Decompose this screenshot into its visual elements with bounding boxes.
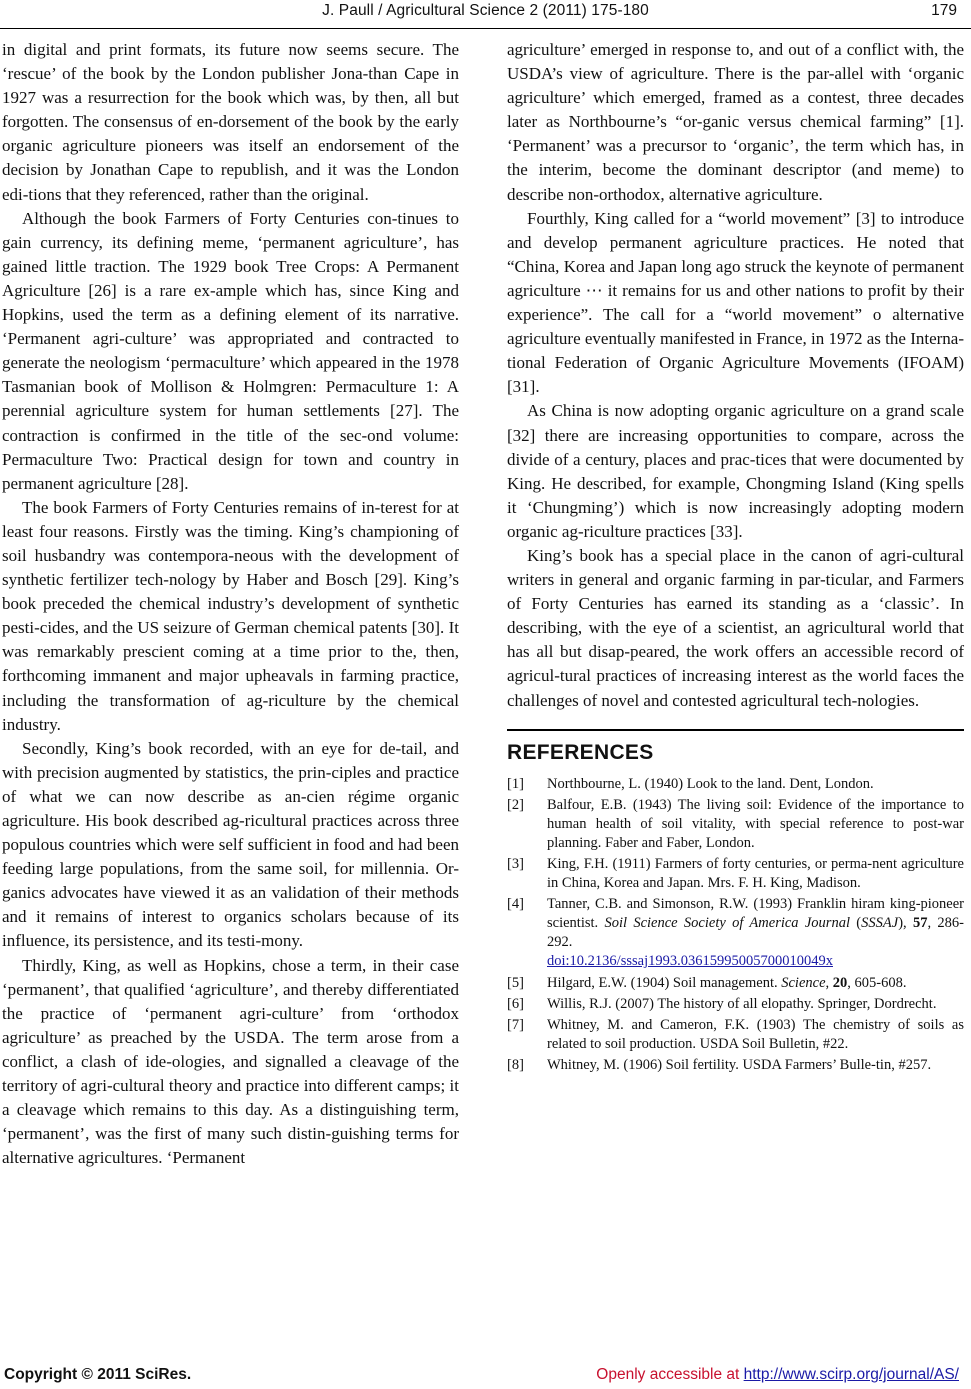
journal-name: Science — [781, 974, 826, 991]
reference-item — [507, 775, 964, 794]
reference-item — [507, 1016, 964, 1054]
reference-body: Northbourne, L. (1940) Look to the land. Dent, London. — [547, 775, 874, 792]
reference-body: Balfour, E.B. (1943) The living soil: Evidence of the importance to human health of soil vitality, with special reference to post-war planning. Faber and Faber, London. — [547, 796, 964, 851]
reference-pages: , 286-292. — [547, 915, 964, 951]
running-header — [0, 2, 971, 26]
reference-number: [8] — [507, 1056, 524, 1073]
reference-number: [6] — [507, 995, 524, 1012]
reference-body: Whitney, M. and Cameron, F.K. (1903) The chemistry of soils as related to soil production. USDA Soil Bulletin, #22. — [547, 1016, 964, 1052]
reference-text — [547, 796, 964, 853]
reference-number: [3] — [507, 856, 524, 872]
paragraph: Fourthly, King called for a “world movement” [3] to introduce and develop permanent agriculture practices. He noted that “China, Korea and Japan long ago struck the keynote of permanent agriculture ⋯ it remains for us and other nations to profit by their experience”. The call for a “world movement” o alternative agriculture eventually manifested in France, in 1972 as the Interna-tional Federation of Organic Agriculture Movements (IFOAM) [31]. — [507, 208, 964, 397]
reference-item — [507, 1056, 964, 1075]
right-column — [507, 38, 964, 1077]
reference-number: [1] — [507, 775, 524, 792]
paragraph: Although the book Farmers of Forty Centuries con-tinues to gain currency, its defining meme, ‘permanent agriculture’, has gained little traction. The 1929 book Tree Crops: A Permanent Agriculture [26] is a rare ex-ample which has, since King and Hopkins, used the term as a defining element of its narrative. ‘Permanent agri-culture’ was appropriated and contracted to generate the neologism ‘permaculture’ which appeared in the 1978 Tasmanian book of Mollison & Holmgren: Permaculture 1: A perennial agriculture system for human settlements [27]. The contraction is confirmed in the title of the sec-ond volume: Permaculture Two: Practical design for town and country in permanent agriculture [28]. — [2, 208, 459, 493]
reference-punct: ), — [898, 915, 913, 932]
page-number: 179 — [931, 2, 957, 19]
reference-number: [7] — [507, 1016, 524, 1033]
reference-item — [507, 995, 964, 1014]
reference-text — [547, 1016, 964, 1054]
reference-body: Tanner, C.B. and Simonson, R.W. (1993) Franklin hiram king-pioneer scientist. — [547, 896, 964, 932]
journal-name: Soil Science Society of America Journal — [604, 915, 850, 932]
header-rule — [0, 28, 971, 29]
references-rule — [507, 729, 964, 731]
reference-item — [507, 895, 964, 971]
reference-text — [547, 775, 964, 794]
paragraph: The book Farmers of Forty Centuries remains of in-terest for at least four reasons. Firstly was the timing. King’s championing of soil husbandry was contempora-neous with the development of synthetic fertilizer tech-nology by Haber and Bosch [29]. King’s book preceded the chemical industry’s development of synthetic pesti-cides, and the US seizure of German chemical patents [30]. It was remarkably prescient coming at a time prior to the, then, forthcoming immanent and major upheavals in farming practice, including the transformation of ag-riculture by the chemical industry. — [2, 497, 459, 734]
reference-punct: ( — [849, 915, 862, 932]
open-access-notice — [596, 1366, 959, 1384]
paragraph: in digital and print formats, its future now seems secure. The ‘rescue’ of the book by the London publisher Jona-than Cape in 1927 was a resurrection for the book which was, by then, all but forgotten. The consensus of en-dorsement of the book by the early organic agriculture pioneers was itself an endorsement of the decision by Jonathan Cape to republish, and it was the London edi-tions that they referenced, rather than the original. — [2, 40, 459, 204]
reference-text — [547, 1056, 964, 1075]
reference-number: [5] — [507, 974, 524, 991]
reference-text — [547, 995, 964, 1014]
volume-number: 20 — [832, 974, 848, 991]
running-title: J. Paull / Agricultural Science 2 (2011) 175-180 — [322, 2, 649, 19]
reference-body: Whitney, M. (1906) Soil fertility. USDA Farmers’ Bulle-tin, #257. — [547, 1056, 932, 1073]
page-footer — [0, 1366, 971, 1388]
reference-body: Willis, R.J. (2007) The history of all elopathy. Springer, Dordrecht. — [547, 995, 937, 1012]
paragraph: Thirdly, King, as well as Hopkins, chose a term, in their case ‘permanent’, that qualified ‘agriculture’, and thereby differentiated the practice of ‘permanent agri-culture’ from ‘orthodox agriculture’ as preached by the USDA. The term arose from a conflict, a clash of ide-ologies, and signalled a cleavage of the territory of agri-cultural theory and practice into different camps; it a cleavage which remains to this day. As a distinguishing term, ‘permanent’, was the first of many such distin-guishing terms for alternative agricultures. ‘Permanent — [2, 955, 459, 1168]
reference-body: Hilgard, E.W. (1904) Soil management. — [547, 974, 782, 991]
references-heading: REFERENCES — [507, 740, 654, 764]
left-column — [2, 38, 459, 1170]
open-access-label: Openly accessible at — [596, 1366, 744, 1383]
reference-punct: , — [825, 974, 833, 991]
paragraph: Secondly, King’s book recorded, with an eye for de-tail, and with precision augmented by statistics, the prin-ciples and practice of what we can now describe as an-cien régime organic agriculture. His book described ag-ricultural practices across three populous countries which were self sufficient in food and had been feeding large populations, from the same soil, for millennia. Or-ganics advocates have viewed it as an validation of their methods and it remains of interest to organics scholars because of its influence, its persistence, and its testi-mony. — [2, 738, 459, 951]
reference-number: [4] — [507, 896, 524, 913]
reference-body: King, F.H. (1911) Farmers of forty centuries, or perma-nent agriculture in China, Korea and Japan. Mrs. F. H. King, Madison. — [547, 856, 964, 892]
reference-item — [507, 796, 964, 853]
reference-item — [507, 855, 964, 893]
paragraph: King’s book has a special place in the canon of agri-cultural writers in general and organic farming in par-ticular, and Farmers of Forty Centuries has earned its standing as a ‘classic’. In describing, with the eye of a scientist, an agricultural world that has all but disap-peared, the work offers an accessible record of agricul-tural practices of increasing interest as the world faces the challenges of novel and contested agricultural tech-nologies. — [507, 545, 964, 710]
paragraph: As China is now adopting organic agriculture on a grand scale [32] there are increasing opportunities to compare, across the divide of a century, places and prac-tices that were documented by King. He described, for example, Chongming Island (King spells it ‘Chungming’) which is now increasingly adopting modern organic ag-riculture practices [33]. — [507, 401, 964, 541]
reference-text — [547, 855, 964, 893]
volume-number: 57 — [912, 915, 928, 932]
paragraph: agriculture’ emerged in response to, and out of a conflict with, the USDA’s view of agriculture. There is the par-allel with ‘organic agriculture’ which emerged, framed as a contest, three decades later as Northbourne’s “or-ganic versus chemical farming” [1]. ‘Permanent’ was a precursor to ‘organic’, the term which has, in the interim, become the dominant descriptor (and meme) to describe non-orthodox, alternative agriculture. — [507, 40, 964, 204]
reference-text — [547, 895, 964, 971]
reference-item — [507, 974, 964, 993]
copyright-notice: Copyright © 2011 SciRes. — [4, 1366, 192, 1383]
reference-number: [2] — [507, 796, 524, 813]
doi-link[interactable]: doi:10.2136/sssaj1993.03615995005700010049x — [547, 953, 833, 970]
journal-url-link[interactable]: http://www.scirp.org/journal/AS/ — [743, 1366, 959, 1383]
reference-text — [547, 974, 964, 993]
reference-pages: , 605-608. — [847, 974, 907, 991]
journal-abbr: SSSAJ — [861, 915, 899, 932]
